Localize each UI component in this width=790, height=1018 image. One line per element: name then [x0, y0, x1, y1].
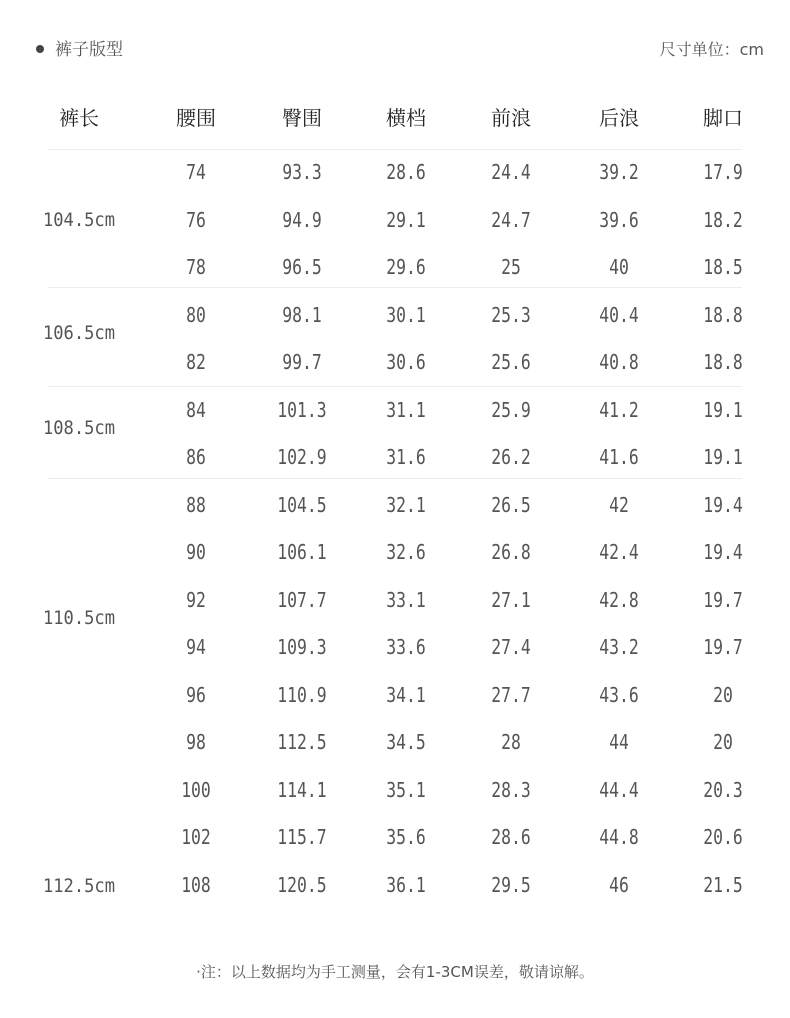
table-cell: 29.1 — [386, 207, 426, 232]
table-cell: 29.5 — [491, 872, 531, 897]
table-cell: 94.9 — [282, 207, 322, 232]
table-cell: 94 — [186, 635, 206, 659]
table-cell: 44 — [609, 730, 629, 754]
table-cell: 80 — [186, 302, 206, 327]
table-cell: 96 — [186, 682, 206, 707]
table-row — [0, 537, 790, 567]
table-cell: 27.7 — [491, 682, 531, 707]
table-row — [0, 252, 790, 282]
table-cell: 27.1 — [491, 587, 531, 612]
table-row — [0, 775, 790, 805]
table-cell: 31.1 — [386, 397, 426, 422]
length-group-label: 104.5cm — [42, 209, 116, 231]
table-cell: 46 — [609, 872, 629, 897]
table-cell: 25.9 — [491, 397, 531, 422]
table-cell: 32.6 — [386, 540, 426, 564]
table-cell: 41.6 — [599, 445, 639, 469]
table-cell: 18.2 — [703, 207, 743, 232]
table-cell: 24.4 — [491, 160, 531, 184]
table-cell: 100 — [181, 777, 211, 802]
column-header-hip: 臀围 — [282, 106, 322, 130]
table-cell: 18.8 — [703, 350, 743, 374]
table-cell: 84 — [186, 397, 206, 422]
table-cell: 30.1 — [386, 302, 426, 327]
table-cell: 102.9 — [277, 445, 327, 469]
table-cell: 28.6 — [491, 825, 531, 849]
table-cell: 34.1 — [386, 682, 426, 707]
table-cell: 20.3 — [703, 777, 743, 802]
table-cell: 99.7 — [282, 350, 322, 374]
table-cell: 20.6 — [703, 825, 743, 849]
column-header-length: 裤长 — [59, 106, 99, 130]
table-cell: 19.1 — [703, 397, 743, 422]
table-row — [0, 442, 790, 472]
row-divider — [48, 478, 742, 479]
footnote: ·注：以上数据均为手工测量，会有1-3CM误差，敬请谅解。 — [196, 963, 594, 981]
table-row — [0, 490, 790, 520]
table-header-row — [0, 104, 790, 132]
table-cell: 36.1 — [386, 872, 426, 897]
table-cell: 25.3 — [491, 302, 531, 327]
table-cell: 19.7 — [703, 635, 743, 659]
table-cell: 39.6 — [599, 207, 639, 232]
table-cell: 25 — [501, 255, 521, 279]
column-header-thigh: 横档 — [386, 106, 426, 130]
table-cell: 18.8 — [703, 302, 743, 327]
table-cell: 33.1 — [386, 587, 426, 612]
table-cell: 28.6 — [386, 160, 426, 184]
table-cell: 34.5 — [386, 730, 426, 754]
table-cell: 110.9 — [277, 682, 327, 707]
table-cell: 86 — [186, 445, 206, 469]
table-cell: 43.6 — [599, 682, 639, 707]
table-cell: 42.4 — [599, 540, 639, 564]
table-cell: 102 — [181, 825, 211, 849]
table-cell: 19.4 — [703, 492, 743, 517]
table-cell: 26.5 — [491, 492, 531, 517]
table-cell: 74 — [186, 160, 206, 184]
table-cell: 96.5 — [282, 255, 322, 279]
table-cell: 19.4 — [703, 540, 743, 564]
table-cell: 19.7 — [703, 587, 743, 612]
length-group-label: 106.5cm — [42, 322, 116, 344]
table-cell: 107.7 — [277, 587, 327, 612]
table-cell: 31.6 — [386, 445, 426, 469]
table-cell: 18.5 — [703, 255, 743, 279]
table-cell: 40 — [609, 255, 629, 279]
length-group-label: 108.5cm — [42, 417, 116, 439]
table-cell: 44.4 — [599, 777, 639, 802]
table-row — [0, 632, 790, 662]
table-cell: 28 — [501, 730, 521, 754]
column-header-leg-opening: 脚口 — [703, 106, 743, 130]
table-cell: 106.1 — [277, 540, 327, 564]
table-cell: 26.2 — [491, 445, 531, 469]
table-cell: 114.1 — [277, 777, 327, 802]
table-cell: 20 — [713, 730, 733, 754]
table-cell: 17.9 — [703, 160, 743, 184]
length-group-label: 112.5cm — [42, 875, 116, 897]
table-cell: 28.3 — [491, 777, 531, 802]
table-cell: 42.8 — [599, 587, 639, 612]
table-row — [0, 727, 790, 757]
table-row — [0, 822, 790, 852]
table-cell: 19.1 — [703, 445, 743, 469]
table-cell: 82 — [186, 350, 206, 374]
table-cell: 120.5 — [277, 872, 327, 897]
table-cell: 25.6 — [491, 350, 531, 374]
table-cell: 21.5 — [703, 872, 743, 897]
table-cell: 29.6 — [386, 255, 426, 279]
table-cell: 109.3 — [277, 635, 327, 659]
table-row — [0, 157, 790, 187]
table-cell: 93.3 — [282, 160, 322, 184]
table-cell: 26.8 — [491, 540, 531, 564]
top-bar — [0, 38, 790, 62]
table-cell: 104.5 — [277, 492, 327, 517]
table-cell: 24.7 — [491, 207, 531, 232]
section-title: 裤子版型 — [55, 40, 123, 60]
length-group-label: 110.5cm — [42, 607, 116, 629]
table-cell: 41.2 — [599, 397, 639, 422]
table-cell: 98 — [186, 730, 206, 754]
table-cell: 39.2 — [599, 160, 639, 184]
row-divider — [48, 287, 742, 288]
table-cell: 115.7 — [277, 825, 327, 849]
table-cell: 20 — [713, 682, 733, 707]
table-cell: 30.6 — [386, 350, 426, 374]
table-cell: 35.1 — [386, 777, 426, 802]
row-divider — [48, 149, 742, 150]
table-cell: 112.5 — [277, 730, 327, 754]
table-cell: 33.6 — [386, 635, 426, 659]
table-row — [0, 347, 790, 377]
unit-label: 尺寸单位：cm — [659, 40, 764, 59]
row-divider — [48, 386, 742, 387]
table-cell: 35.6 — [386, 825, 426, 849]
table-cell: 44.8 — [599, 825, 639, 849]
table-cell: 88 — [186, 492, 206, 517]
table-cell: 32.1 — [386, 492, 426, 517]
table-cell: 98.1 — [282, 302, 322, 327]
table-cell: 90 — [186, 540, 206, 564]
table-cell: 40.4 — [599, 302, 639, 327]
table-cell: 27.4 — [491, 635, 531, 659]
table-cell: 40.8 — [599, 350, 639, 374]
column-header-front-rise: 前浪 — [491, 106, 531, 130]
table-row — [0, 680, 790, 710]
table-cell: 42 — [609, 492, 629, 517]
table-cell: 92 — [186, 587, 206, 612]
table-cell: 101.3 — [277, 397, 327, 422]
table-cell: 43.2 — [599, 635, 639, 659]
table-cell: 78 — [186, 255, 206, 279]
bullet-icon — [36, 45, 44, 53]
table-cell: 76 — [186, 207, 206, 232]
column-header-waist: 腰围 — [176, 106, 216, 130]
table-cell: 108 — [181, 872, 211, 897]
column-header-back-rise: 后浪 — [599, 106, 639, 130]
